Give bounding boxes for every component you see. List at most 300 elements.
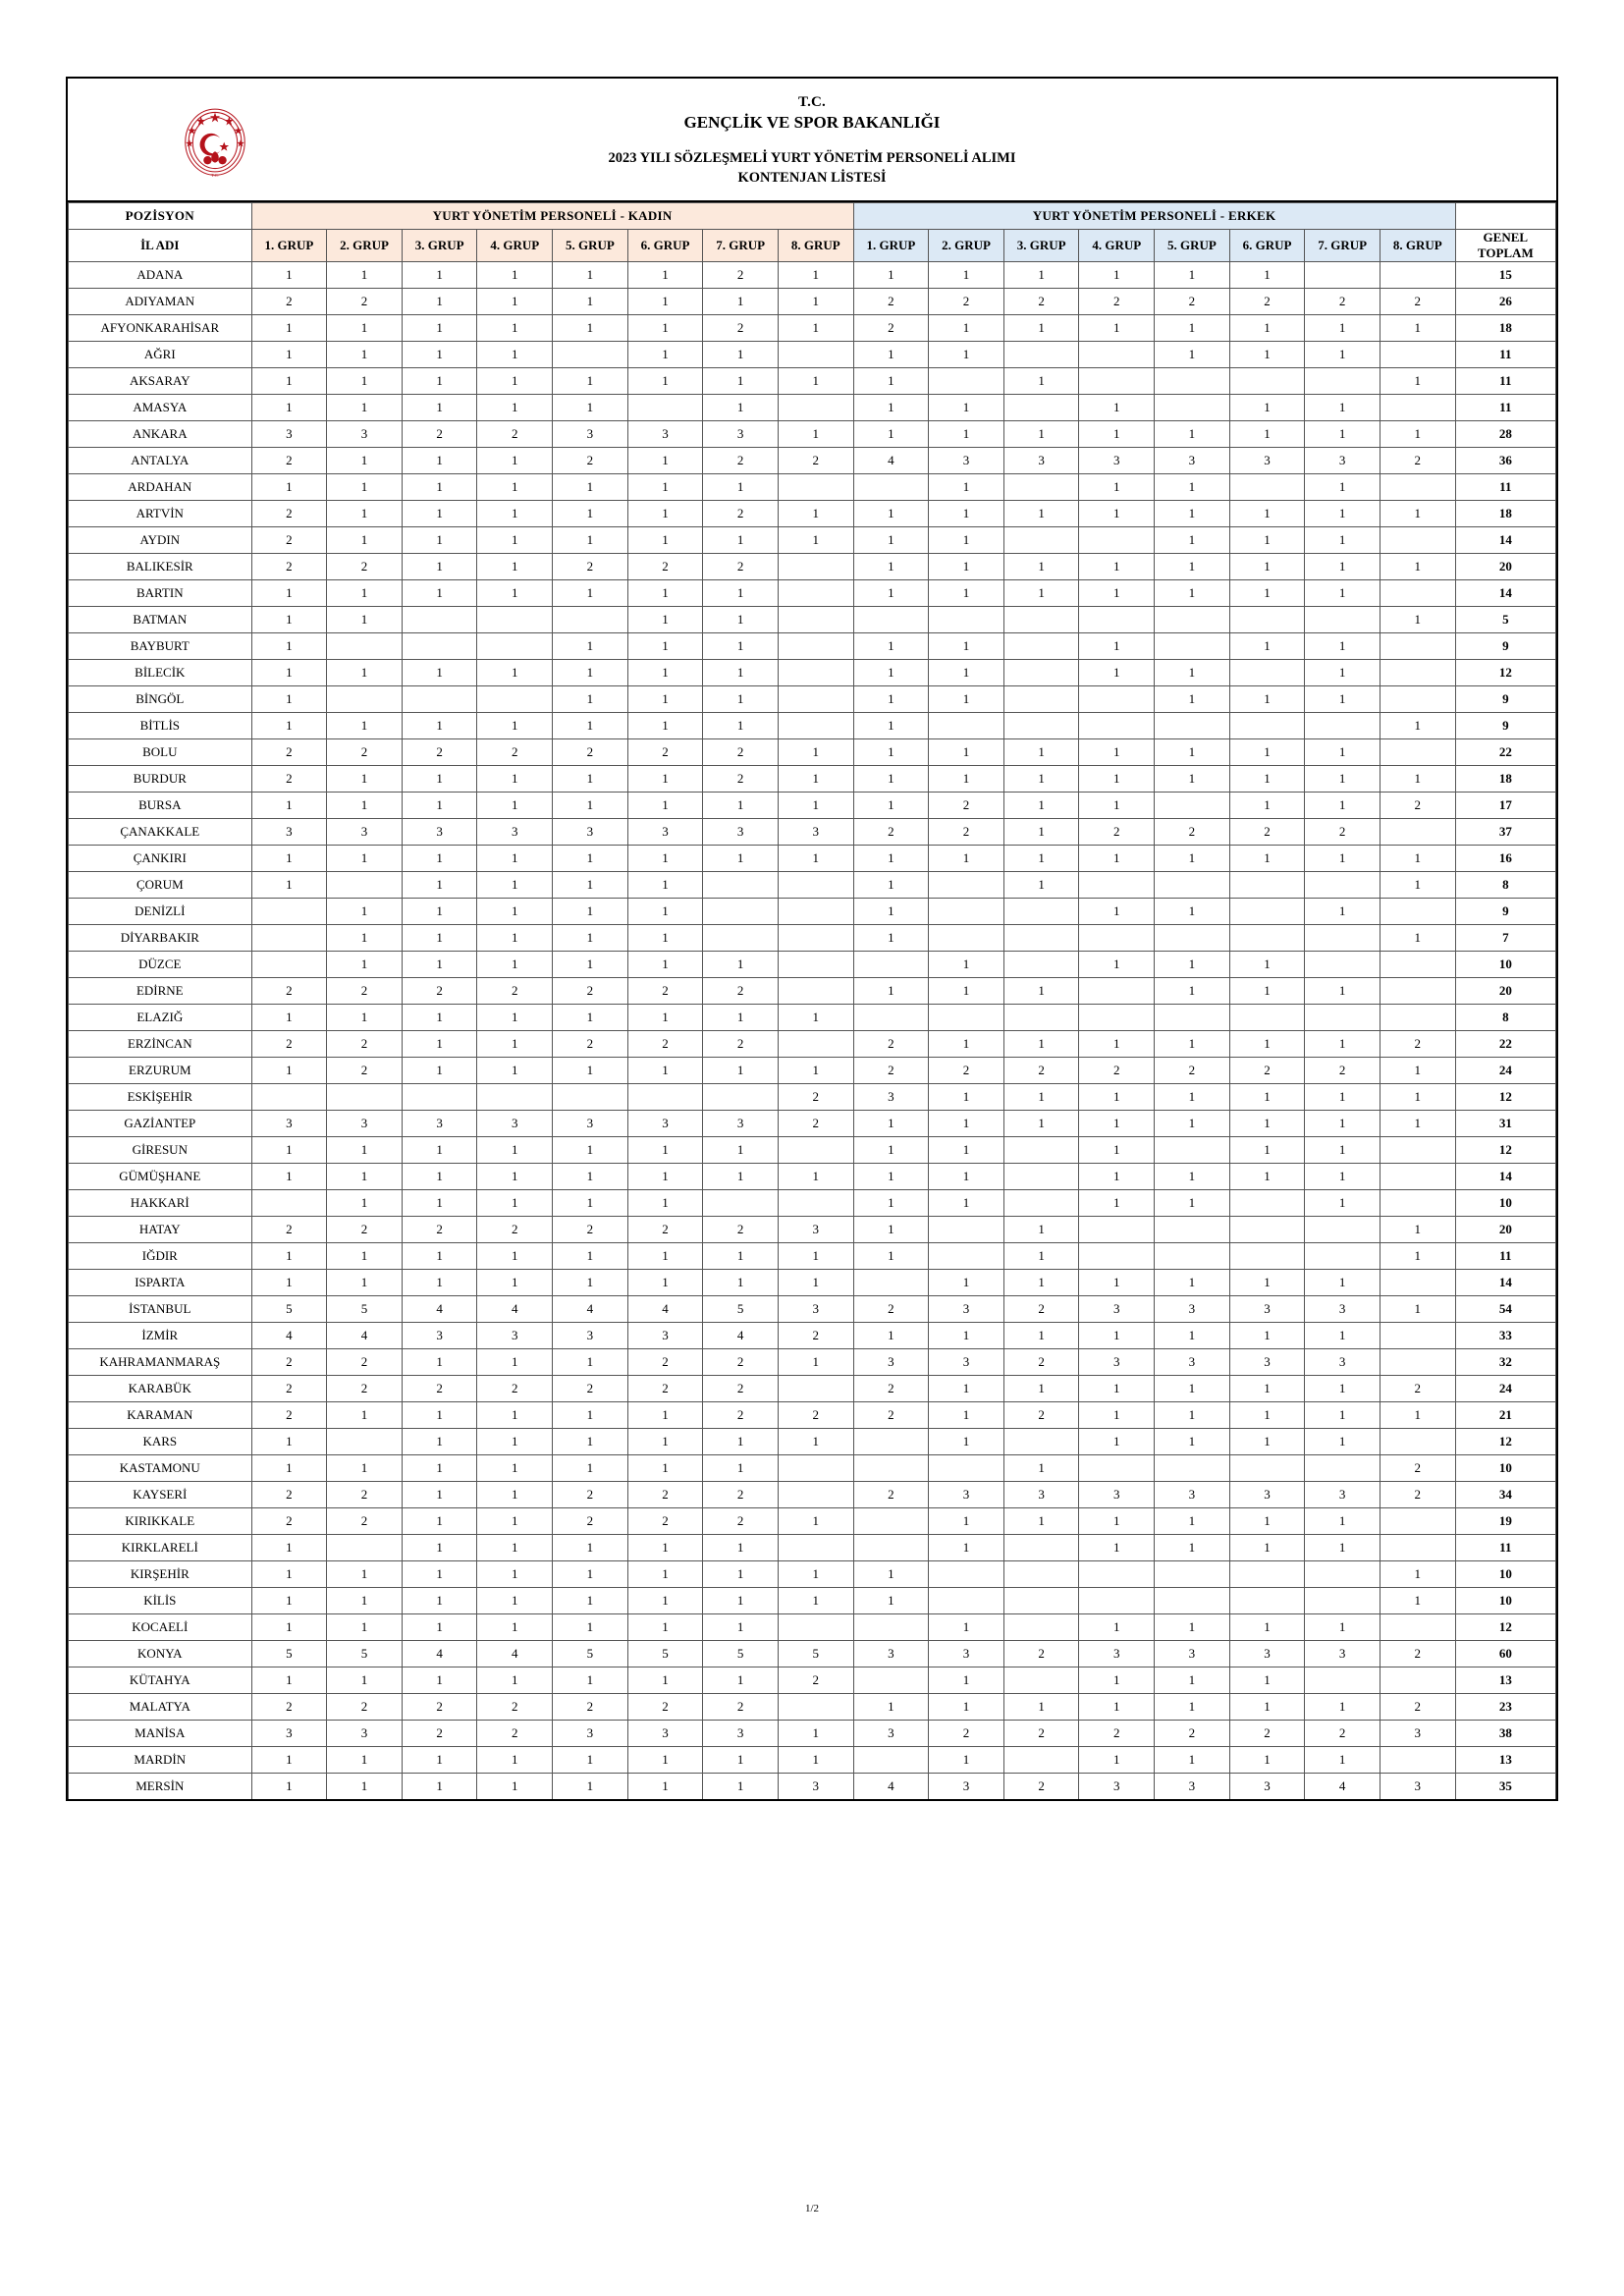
cell-kadin-grup-5: 2 <box>553 739 628 766</box>
col-kadin-grup-1: 1. GRUP <box>251 229 327 262</box>
cell-erkek-grup-4: 3 <box>1079 1482 1155 1508</box>
table-row <box>69 633 1556 660</box>
cell-genel-toplam: 37 <box>1455 819 1555 846</box>
cell-erkek-grup-6: 1 <box>1229 978 1305 1005</box>
cell-erkek-grup-2 <box>929 1243 1004 1270</box>
cell-kadin-grup-1: 1 <box>251 315 327 342</box>
cell-kadin-grup-4: 1 <box>477 1455 553 1482</box>
cell-erkek-grup-2: 1 <box>929 660 1004 686</box>
cell-erkek-grup-5 <box>1155 925 1230 952</box>
cell-kadin-grup-1: 1 <box>251 474 327 501</box>
cell-kadin-grup-4: 1 <box>477 1402 553 1429</box>
cell-erkek-grup-8 <box>1380 952 1455 978</box>
cell-erkek-grup-8: 1 <box>1380 501 1455 527</box>
cell-kadin-grup-8 <box>778 1031 853 1058</box>
cell-kadin-grup-2 <box>327 1535 403 1561</box>
il-name-cell: MERSİN <box>69 1774 252 1800</box>
cell-erkek-grup-7: 1 <box>1305 766 1380 793</box>
cell-erkek-grup-3 <box>1003 474 1079 501</box>
cell-kadin-grup-3: 4 <box>402 1296 477 1323</box>
cell-erkek-grup-4 <box>1079 1243 1155 1270</box>
cell-kadin-grup-8 <box>778 1482 853 1508</box>
cell-kadin-grup-5: 3 <box>553 1323 628 1349</box>
cell-kadin-grup-1: 3 <box>251 819 327 846</box>
cell-erkek-grup-8: 1 <box>1380 1243 1455 1270</box>
cell-erkek-grup-4: 1 <box>1079 395 1155 421</box>
cell-kadin-grup-5: 3 <box>553 421 628 448</box>
cell-erkek-grup-5: 1 <box>1155 1376 1230 1402</box>
cell-kadin-grup-1: 3 <box>251 1721 327 1747</box>
cell-kadin-grup-4: 1 <box>477 793 553 819</box>
col-erkek-grup-5: 5. GRUP <box>1155 229 1230 262</box>
cell-kadin-grup-7: 2 <box>703 1217 779 1243</box>
cell-kadin-grup-1: 1 <box>251 1243 327 1270</box>
cell-erkek-grup-1: 2 <box>853 315 929 342</box>
cell-erkek-grup-4: 1 <box>1079 633 1155 660</box>
table-row <box>69 846 1556 872</box>
cell-kadin-grup-6: 3 <box>627 421 703 448</box>
cell-erkek-grup-1 <box>853 1667 929 1694</box>
cell-erkek-grup-4 <box>1079 713 1155 739</box>
cell-kadin-grup-8: 1 <box>778 501 853 527</box>
cell-kadin-grup-2: 1 <box>327 925 403 952</box>
cell-kadin-grup-7: 1 <box>703 1270 779 1296</box>
cell-kadin-grup-1: 2 <box>251 527 327 554</box>
cell-erkek-grup-6: 3 <box>1229 1482 1305 1508</box>
table-row <box>69 474 1556 501</box>
cell-erkek-grup-6: 2 <box>1229 1721 1305 1747</box>
cell-genel-toplam: 17 <box>1455 793 1555 819</box>
cell-genel-toplam: 20 <box>1455 978 1555 1005</box>
cell-kadin-grup-1: 5 <box>251 1641 327 1667</box>
cell-erkek-grup-6 <box>1229 368 1305 395</box>
cell-kadin-grup-3: 1 <box>402 289 477 315</box>
cell-erkek-grup-6: 1 <box>1229 395 1305 421</box>
cell-kadin-grup-6: 1 <box>627 846 703 872</box>
cell-erkek-grup-7 <box>1305 262 1380 289</box>
cell-erkek-grup-6: 1 <box>1229 1137 1305 1164</box>
cell-kadin-grup-1: 1 <box>251 342 327 368</box>
cell-kadin-grup-8: 1 <box>778 289 853 315</box>
cell-kadin-grup-4: 1 <box>477 952 553 978</box>
table-row <box>69 819 1556 846</box>
cell-kadin-grup-7: 2 <box>703 262 779 289</box>
cell-kadin-grup-8 <box>778 1190 853 1217</box>
cell-genel-toplam: 9 <box>1455 713 1555 739</box>
cell-erkek-grup-1: 1 <box>853 580 929 607</box>
cell-erkek-grup-8: 1 <box>1380 1402 1455 1429</box>
cell-erkek-grup-5: 1 <box>1155 262 1230 289</box>
il-name-cell: ARTVİN <box>69 501 252 527</box>
cell-erkek-grup-6 <box>1229 1455 1305 1482</box>
table-row <box>69 1270 1556 1296</box>
cell-genel-toplam: 5 <box>1455 607 1555 633</box>
cell-kadin-grup-2: 1 <box>327 952 403 978</box>
cell-kadin-grup-2: 1 <box>327 846 403 872</box>
cell-erkek-grup-5 <box>1155 1588 1230 1614</box>
cell-kadin-grup-5: 1 <box>553 925 628 952</box>
cell-erkek-grup-7: 2 <box>1305 289 1380 315</box>
table-row <box>69 1402 1556 1429</box>
cell-kadin-grup-1: 1 <box>251 395 327 421</box>
cell-erkek-grup-7: 1 <box>1305 1535 1380 1561</box>
cell-kadin-grup-7: 1 <box>703 527 779 554</box>
cell-genel-toplam: 9 <box>1455 686 1555 713</box>
cell-erkek-grup-8 <box>1380 262 1455 289</box>
cell-erkek-grup-7 <box>1305 1455 1380 1482</box>
cell-erkek-grup-4 <box>1079 368 1155 395</box>
cell-erkek-grup-1: 1 <box>853 1243 929 1270</box>
cell-erkek-grup-7: 1 <box>1305 1376 1380 1402</box>
cell-kadin-grup-8: 1 <box>778 421 853 448</box>
cell-kadin-grup-1: 1 <box>251 846 327 872</box>
cell-kadin-grup-5: 1 <box>553 262 628 289</box>
cell-erkek-grup-3 <box>1003 1190 1079 1217</box>
cell-erkek-grup-1 <box>853 1429 929 1455</box>
cell-kadin-grup-3: 1 <box>402 925 477 952</box>
cell-erkek-grup-3: 1 <box>1003 1376 1079 1402</box>
cell-kadin-grup-1: 1 <box>251 1614 327 1641</box>
cell-kadin-grup-5: 2 <box>553 1694 628 1721</box>
il-name-cell: IĞDIR <box>69 1243 252 1270</box>
cell-genel-toplam: 24 <box>1455 1058 1555 1084</box>
cell-kadin-grup-6: 2 <box>627 1694 703 1721</box>
cell-kadin-grup-5: 1 <box>553 1614 628 1641</box>
cell-kadin-grup-2: 2 <box>327 554 403 580</box>
table-row <box>69 766 1556 793</box>
cell-erkek-grup-5: 1 <box>1155 1402 1230 1429</box>
cell-kadin-grup-8 <box>778 474 853 501</box>
genel-toplam-spacer <box>1455 202 1555 229</box>
cell-erkek-grup-3: 1 <box>1003 1323 1079 1349</box>
table-row <box>69 1111 1556 1137</box>
cell-erkek-grup-3 <box>1003 952 1079 978</box>
cell-erkek-grup-4: 1 <box>1079 580 1155 607</box>
cell-kadin-grup-2: 2 <box>327 1349 403 1376</box>
cell-erkek-grup-6: 2 <box>1229 1058 1305 1084</box>
cell-genel-toplam: 12 <box>1455 1084 1555 1111</box>
cell-erkek-grup-8: 1 <box>1380 1084 1455 1111</box>
cell-kadin-grup-1: 3 <box>251 421 327 448</box>
cell-kadin-grup-6: 2 <box>627 1349 703 1376</box>
cell-kadin-grup-5: 1 <box>553 1349 628 1376</box>
cell-kadin-grup-8: 2 <box>778 1402 853 1429</box>
cell-kadin-grup-5: 1 <box>553 1243 628 1270</box>
cell-kadin-grup-2: 1 <box>327 1561 403 1588</box>
cell-kadin-grup-2: 2 <box>327 1031 403 1058</box>
cell-kadin-grup-8: 1 <box>778 1270 853 1296</box>
cell-kadin-grup-8 <box>778 1694 853 1721</box>
cell-erkek-grup-6 <box>1229 899 1305 925</box>
cell-erkek-grup-6: 1 <box>1229 342 1305 368</box>
cell-erkek-grup-4: 1 <box>1079 739 1155 766</box>
il-name-cell: HATAY <box>69 1217 252 1243</box>
cell-erkek-grup-4: 1 <box>1079 1137 1155 1164</box>
cell-erkek-grup-7: 1 <box>1305 899 1380 925</box>
cell-erkek-grup-6: 1 <box>1229 1111 1305 1137</box>
cell-kadin-grup-7: 1 <box>703 1429 779 1455</box>
cell-kadin-grup-7: 2 <box>703 978 779 1005</box>
cell-erkek-grup-4: 1 <box>1079 1429 1155 1455</box>
cell-erkek-grup-1: 1 <box>853 1217 929 1243</box>
cell-kadin-grup-7: 1 <box>703 1137 779 1164</box>
cell-erkek-grup-3: 1 <box>1003 1084 1079 1111</box>
cell-kadin-grup-3: 1 <box>402 1429 477 1455</box>
cell-erkek-grup-1: 3 <box>853 1084 929 1111</box>
cell-genel-toplam: 60 <box>1455 1641 1555 1667</box>
cell-genel-toplam: 11 <box>1455 474 1555 501</box>
cell-kadin-grup-7: 2 <box>703 501 779 527</box>
il-name-cell: KİLİS <box>69 1588 252 1614</box>
cell-kadin-grup-2: 2 <box>327 1482 403 1508</box>
table-row <box>69 1774 1556 1800</box>
cell-erkek-grup-1: 1 <box>853 925 929 952</box>
cell-kadin-grup-2: 1 <box>327 262 403 289</box>
il-name-cell: DENİZLİ <box>69 899 252 925</box>
cell-erkek-grup-4: 3 <box>1079 448 1155 474</box>
cell-erkek-grup-8 <box>1380 633 1455 660</box>
table-row <box>69 1747 1556 1774</box>
cell-erkek-grup-1: 4 <box>853 448 929 474</box>
table-row <box>69 1190 1556 1217</box>
cell-erkek-grup-5: 1 <box>1155 1508 1230 1535</box>
cell-kadin-grup-4: 2 <box>477 1694 553 1721</box>
table-row <box>69 1721 1556 1747</box>
cell-erkek-grup-6: 1 <box>1229 554 1305 580</box>
cell-kadin-grup-3: 3 <box>402 819 477 846</box>
cell-kadin-grup-7: 1 <box>703 633 779 660</box>
cell-kadin-grup-3: 1 <box>402 1190 477 1217</box>
cell-kadin-grup-1: 2 <box>251 501 327 527</box>
cell-kadin-grup-7: 5 <box>703 1296 779 1323</box>
cell-erkek-grup-2: 1 <box>929 1270 1004 1296</box>
cell-kadin-grup-6: 1 <box>627 633 703 660</box>
cell-kadin-grup-8: 1 <box>778 1349 853 1376</box>
cell-kadin-grup-5: 1 <box>553 501 628 527</box>
cell-kadin-grup-1: 2 <box>251 766 327 793</box>
cell-kadin-grup-5: 2 <box>553 1376 628 1402</box>
cell-erkek-grup-7 <box>1305 1005 1380 1031</box>
table-row <box>69 554 1556 580</box>
cell-erkek-grup-6: 1 <box>1229 1376 1305 1402</box>
cell-kadin-grup-2 <box>327 686 403 713</box>
cell-erkek-grup-8 <box>1380 1190 1455 1217</box>
col-kadin-grup-6: 6. GRUP <box>627 229 703 262</box>
cell-erkek-grup-5: 1 <box>1155 1323 1230 1349</box>
cell-erkek-grup-6: 2 <box>1229 289 1305 315</box>
cell-erkek-grup-8: 2 <box>1380 448 1455 474</box>
cell-kadin-grup-3: 1 <box>402 580 477 607</box>
cell-kadin-grup-1: 2 <box>251 1508 327 1535</box>
cell-erkek-grup-5: 3 <box>1155 1482 1230 1508</box>
cell-kadin-grup-7: 1 <box>703 1243 779 1270</box>
cell-kadin-grup-1: 1 <box>251 793 327 819</box>
cell-kadin-grup-2: 2 <box>327 978 403 1005</box>
cell-genel-toplam: 8 <box>1455 872 1555 899</box>
cell-erkek-grup-1: 1 <box>853 978 929 1005</box>
cell-erkek-grup-2: 3 <box>929 1482 1004 1508</box>
cell-erkek-grup-6: 1 <box>1229 1031 1305 1058</box>
cell-kadin-grup-8: 1 <box>778 739 853 766</box>
cell-erkek-grup-7: 1 <box>1305 633 1380 660</box>
cell-kadin-grup-2: 1 <box>327 1243 403 1270</box>
cell-erkek-grup-5: 1 <box>1155 1614 1230 1641</box>
cell-kadin-grup-6: 1 <box>627 1747 703 1774</box>
cell-kadin-grup-8: 1 <box>778 527 853 554</box>
cell-genel-toplam: 32 <box>1455 1349 1555 1376</box>
cell-erkek-grup-2: 1 <box>929 1376 1004 1402</box>
cell-kadin-grup-7: 4 <box>703 1323 779 1349</box>
cell-kadin-grup-1: 2 <box>251 1482 327 1508</box>
il-name-cell: ADANA <box>69 262 252 289</box>
cell-kadin-grup-6: 1 <box>627 1137 703 1164</box>
table-header <box>69 202 1556 262</box>
cell-kadin-grup-8: 1 <box>778 793 853 819</box>
group-header-kadin: YURT YÖNETİM PERSONELİ - KADIN <box>251 202 853 229</box>
cell-kadin-grup-8: 3 <box>778 819 853 846</box>
cell-kadin-grup-8: 1 <box>778 368 853 395</box>
cell-erkek-grup-6: 3 <box>1229 1296 1305 1323</box>
cell-erkek-grup-7: 1 <box>1305 1270 1380 1296</box>
cell-kadin-grup-5: 1 <box>553 1667 628 1694</box>
cell-kadin-grup-5: 1 <box>553 1270 628 1296</box>
cell-erkek-grup-4: 1 <box>1079 1508 1155 1535</box>
cell-erkek-grup-7: 3 <box>1305 1482 1380 1508</box>
cell-kadin-grup-6: 2 <box>627 739 703 766</box>
cell-kadin-grup-7: 2 <box>703 1508 779 1535</box>
cell-kadin-grup-7: 1 <box>703 1455 779 1482</box>
cell-erkek-grup-3 <box>1003 660 1079 686</box>
cell-kadin-grup-4: 2 <box>477 978 553 1005</box>
il-name-cell: ESKİŞEHİR <box>69 1084 252 1111</box>
cell-kadin-grup-6: 1 <box>627 899 703 925</box>
cell-erkek-grup-2 <box>929 368 1004 395</box>
cell-erkek-grup-8 <box>1380 899 1455 925</box>
cell-erkek-grup-3 <box>1003 1614 1079 1641</box>
cell-kadin-grup-2: 1 <box>327 660 403 686</box>
cell-erkek-grup-6 <box>1229 713 1305 739</box>
cell-kadin-grup-6: 1 <box>627 660 703 686</box>
cell-erkek-grup-8: 1 <box>1380 1561 1455 1588</box>
cell-erkek-grup-7: 1 <box>1305 501 1380 527</box>
cell-kadin-grup-2: 3 <box>327 421 403 448</box>
cell-kadin-grup-5: 2 <box>553 1031 628 1058</box>
table-row <box>69 368 1556 395</box>
il-name-cell: AMASYA <box>69 395 252 421</box>
table-row <box>69 952 1556 978</box>
cell-genel-toplam: 14 <box>1455 1164 1555 1190</box>
cell-erkek-grup-7: 1 <box>1305 474 1380 501</box>
cell-genel-toplam: 19 <box>1455 1508 1555 1535</box>
cell-kadin-grup-6: 1 <box>627 952 703 978</box>
cell-kadin-grup-8 <box>778 1376 853 1402</box>
cell-erkek-grup-1: 2 <box>853 819 929 846</box>
cell-erkek-grup-5: 1 <box>1155 1535 1230 1561</box>
cell-kadin-grup-8 <box>778 395 853 421</box>
cell-kadin-grup-6: 2 <box>627 978 703 1005</box>
cell-erkek-grup-5: 1 <box>1155 580 1230 607</box>
cell-genel-toplam: 13 <box>1455 1747 1555 1774</box>
cell-erkek-grup-5: 1 <box>1155 474 1230 501</box>
cell-erkek-grup-2: 1 <box>929 1084 1004 1111</box>
cell-kadin-grup-1: 1 <box>251 262 327 289</box>
cell-kadin-grup-3: 2 <box>402 1376 477 1402</box>
cell-kadin-grup-8: 2 <box>778 1111 853 1137</box>
cell-kadin-grup-2: 1 <box>327 368 403 395</box>
cell-erkek-grup-5 <box>1155 872 1230 899</box>
cell-kadin-grup-7: 1 <box>703 580 779 607</box>
cell-kadin-grup-4: 1 <box>477 925 553 952</box>
cell-kadin-grup-8: 3 <box>778 1217 853 1243</box>
cell-erkek-grup-8 <box>1380 1005 1455 1031</box>
cell-kadin-grup-2: 1 <box>327 1747 403 1774</box>
cell-kadin-grup-7 <box>703 1084 779 1111</box>
page-indicator: 1/2 <box>804 2203 820 2214</box>
cell-kadin-grup-4: 1 <box>477 1508 553 1535</box>
cell-erkek-grup-6: 1 <box>1229 1402 1305 1429</box>
il-name-cell: İZMİR <box>69 1323 252 1349</box>
cell-kadin-grup-7: 1 <box>703 1614 779 1641</box>
cell-erkek-grup-7: 1 <box>1305 1747 1380 1774</box>
cell-kadin-grup-1: 1 <box>251 1588 327 1614</box>
cell-erkek-grup-4: 1 <box>1079 1270 1155 1296</box>
cell-erkek-grup-6: 1 <box>1229 1508 1305 1535</box>
cell-erkek-grup-3: 1 <box>1003 1111 1079 1137</box>
cell-kadin-grup-2: 1 <box>327 1270 403 1296</box>
cell-erkek-grup-4: 1 <box>1079 1667 1155 1694</box>
cell-kadin-grup-6: 2 <box>627 1031 703 1058</box>
cell-erkek-grup-8: 2 <box>1380 1482 1455 1508</box>
cell-kadin-grup-1 <box>251 1084 327 1111</box>
cell-kadin-grup-3: 1 <box>402 501 477 527</box>
cell-kadin-grup-5: 3 <box>553 1721 628 1747</box>
cell-genel-toplam: 23 <box>1455 1694 1555 1721</box>
cell-kadin-grup-3: 1 <box>402 1508 477 1535</box>
cell-kadin-grup-6: 1 <box>627 1270 703 1296</box>
cell-erkek-grup-5: 1 <box>1155 527 1230 554</box>
cell-genel-toplam: 22 <box>1455 1031 1555 1058</box>
cell-erkek-grup-8: 2 <box>1380 1641 1455 1667</box>
cell-kadin-grup-5: 1 <box>553 872 628 899</box>
cell-kadin-grup-5: 1 <box>553 1164 628 1190</box>
cell-erkek-grup-5: 1 <box>1155 899 1230 925</box>
il-name-cell: ÇANKIRI <box>69 846 252 872</box>
cell-erkek-grup-7: 1 <box>1305 1402 1380 1429</box>
cell-kadin-grup-1: 2 <box>251 1694 327 1721</box>
cell-erkek-grup-1: 1 <box>853 262 929 289</box>
cell-erkek-grup-2: 3 <box>929 448 1004 474</box>
cell-kadin-grup-6: 1 <box>627 925 703 952</box>
il-name-cell: AYDIN <box>69 527 252 554</box>
cell-kadin-grup-8 <box>778 978 853 1005</box>
il-name-cell: GÜMÜŞHANE <box>69 1164 252 1190</box>
cell-kadin-grup-3: 2 <box>402 739 477 766</box>
cell-kadin-grup-4: 1 <box>477 501 553 527</box>
cell-erkek-grup-4: 1 <box>1079 1535 1155 1561</box>
cell-erkek-grup-7: 1 <box>1305 1614 1380 1641</box>
il-name-cell: BALIKESİR <box>69 554 252 580</box>
cell-erkek-grup-5: 1 <box>1155 978 1230 1005</box>
cell-kadin-grup-7: 3 <box>703 1721 779 1747</box>
cell-kadin-grup-4: 1 <box>477 713 553 739</box>
cell-erkek-grup-2 <box>929 1561 1004 1588</box>
cell-erkek-grup-5: 2 <box>1155 819 1230 846</box>
cell-kadin-grup-8: 1 <box>778 1588 853 1614</box>
cell-erkek-grup-6: 1 <box>1229 1084 1305 1111</box>
cell-erkek-grup-4 <box>1079 1455 1155 1482</box>
cell-erkek-grup-8: 2 <box>1380 1455 1455 1482</box>
cell-kadin-grup-3: 1 <box>402 899 477 925</box>
